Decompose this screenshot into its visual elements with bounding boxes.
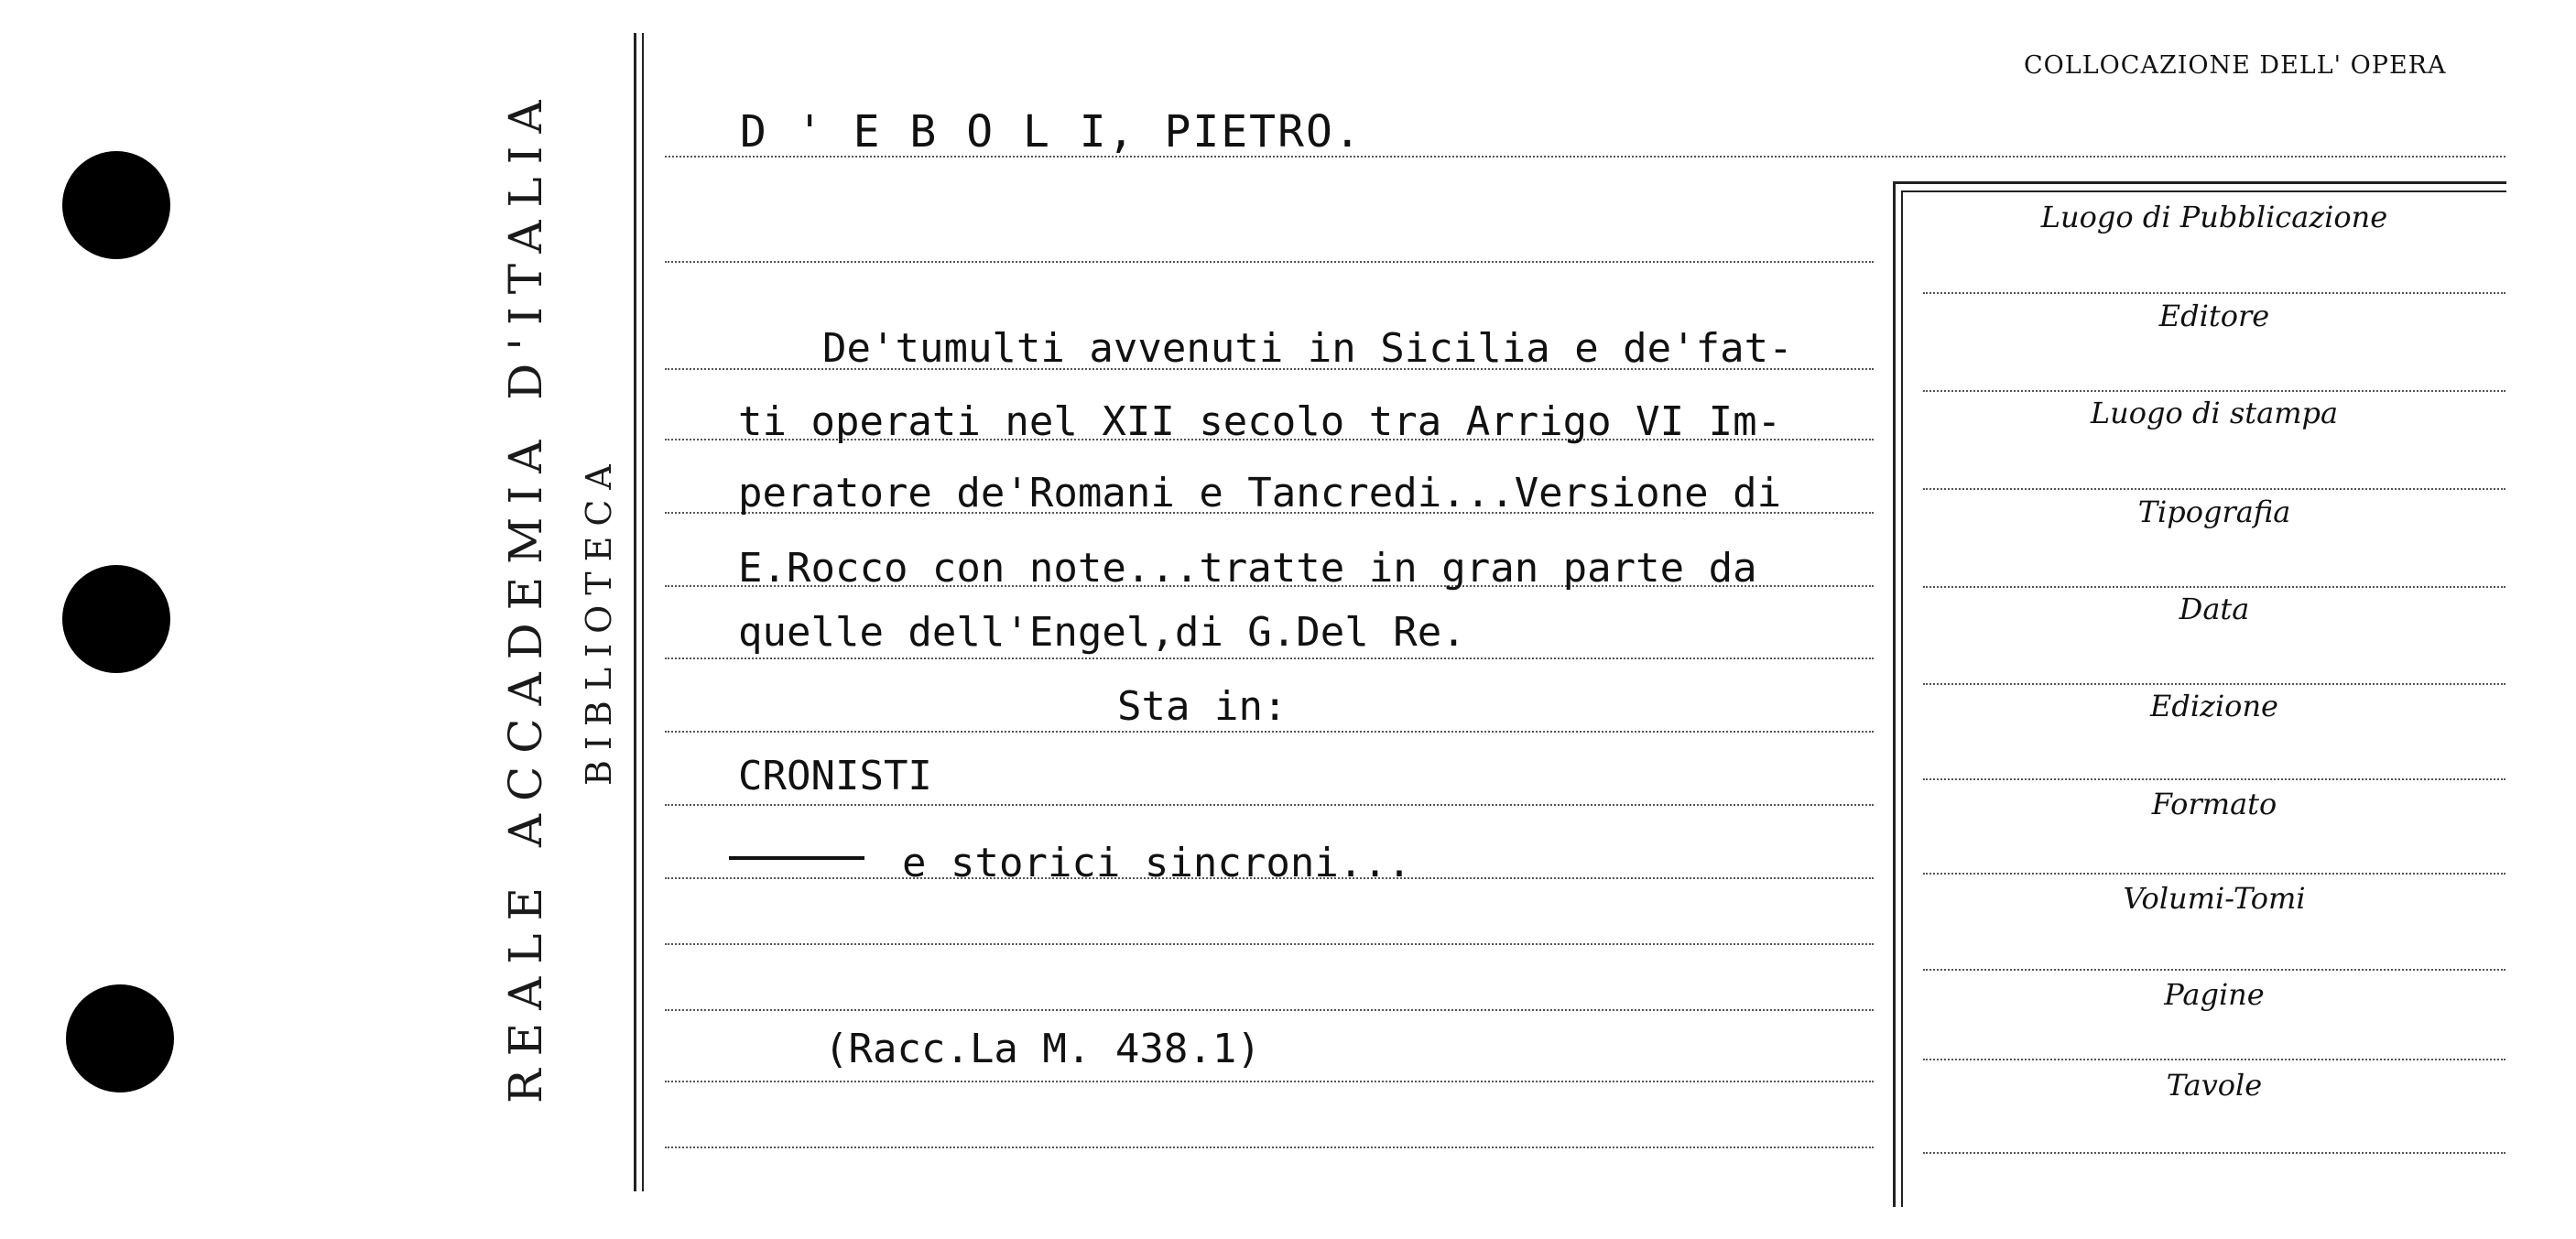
field-line (1923, 969, 2505, 971)
field-line (1923, 1152, 2505, 1154)
repeat-dash (729, 856, 864, 860)
dotted-line (665, 804, 1874, 806)
dotted-line (665, 1147, 1874, 1148)
panel-top-rule (1893, 181, 2506, 184)
field-line (1923, 873, 2505, 875)
field-label-editore: Editore (2158, 299, 2270, 333)
title-line-2: ti operati nel XII secolo tra Arrigo VI Im- (738, 398, 1782, 445)
title-line-1: De'tumulti avvenuti in Sicilia e de'fat- (822, 325, 1793, 372)
dotted-line (665, 943, 1874, 945)
field-label-luogo-stampa: Luogo di stampa (2090, 396, 2339, 430)
field-label-edizione: Edizione (2150, 689, 2278, 723)
title-line-5: quelle dell'Engel,di G.Del Re. (738, 609, 1466, 656)
field-label-formato: Formato (2151, 787, 2277, 821)
institution-name: REALE ACCADEMIA D'ITALIA (499, 87, 552, 1103)
series-title: CRONISTI (738, 753, 932, 799)
series-continuation: e storici sincroni... (902, 840, 1412, 886)
punch-hole-top (62, 151, 170, 259)
field-label-luogo-pubblicazione: Luogo di Pubblicazione (2040, 200, 2388, 234)
dotted-line (665, 1009, 1874, 1011)
shelfmark: (Racc.La M. 438.1) (824, 1026, 1261, 1072)
field-line (1923, 683, 2505, 685)
panel-top-rule-inner (1901, 190, 2506, 192)
title-line-3: peratore de'Romani e Tancredi...Versione di (738, 470, 1782, 516)
punch-hole-middle (62, 565, 170, 673)
department-name: BIBLIOTECA (579, 454, 619, 786)
field-label-data: Data (2179, 592, 2250, 626)
field-label-tavole: Tavole (2166, 1068, 2263, 1103)
dotted-line (665, 261, 1874, 263)
field-line (1923, 488, 2505, 490)
field-label-pagine: Pagine (2164, 977, 2265, 1012)
field-line (1923, 778, 2505, 780)
collocation-header: COLLOCAZIONE DELL' OPERA (2024, 51, 2447, 80)
field-line (1923, 1059, 2505, 1060)
dotted-line (665, 658, 1874, 659)
title-line-4: E.Rocco con note...tratte in gran parte da (738, 545, 1757, 592)
author-heading: D ' E B O L I, PIETRO. (740, 106, 1363, 158)
punch-hole-bottom (66, 984, 174, 1092)
left-margin-rule (634, 33, 636, 1191)
dotted-line (665, 731, 1874, 733)
panel-divider-rule-inner (1901, 190, 1903, 1207)
field-line (1923, 390, 2505, 392)
panel-divider-rule (1893, 181, 1896, 1207)
dotted-line (665, 1081, 1874, 1082)
field-line (1923, 586, 2505, 588)
field-label-volumi-tomi: Volumi-Tomi (2123, 881, 2306, 916)
field-label-tipografia: Tipografia (2137, 495, 2291, 529)
left-margin-rule-inner (642, 33, 644, 1191)
field-line (1923, 292, 2505, 294)
contained-in-label: Sta in: (1117, 683, 1288, 730)
